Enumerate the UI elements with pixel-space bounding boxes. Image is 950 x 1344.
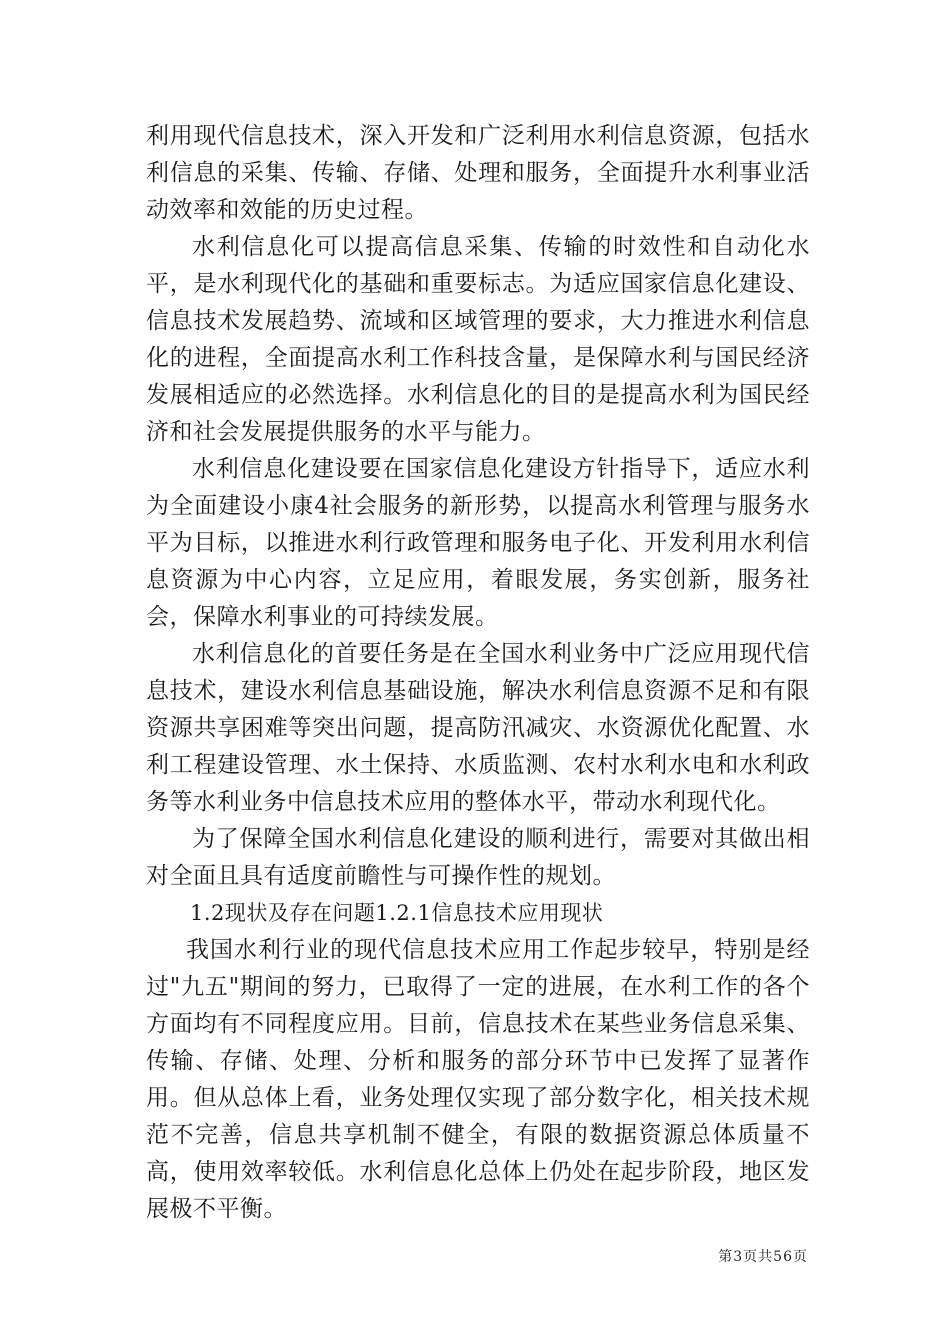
document-body: [146, 118, 810, 1228]
paragraph-5: 为了保障全国水利信息化建设的顺利进行，需要对其做出相对全面且具有适度前瞻性与可操作性的规划。: [146, 826, 810, 889]
paragraph-3: 水利信息化建设要在国家信息化建设方针指导下，适应水利为全面建设小康4社会服务的新形势，以提高水利管理与服务水平为目标，以推进水利行政管理和服务电子化、开发利用水利信息资源为中心内容，立足应用，着眼发展，务实创新，服务社会，保障水利事业的可持续发展。: [146, 456, 810, 630]
page-number: 第3页共56页: [718, 1249, 808, 1265]
paragraph-1: 利用现代信息技术，深入开发和广泛利用水利信息资源，包括水利信息的采集、传输、存储、处理和服务，全面提升水利事业活动效率和效能的历史过程。: [146, 123, 810, 223]
paragraph-2: 水利信息化可以提高信息采集、传输的时效性和自动化水平，是水利现代化的基础和重要标志。为适应国家信息化建设、信息技术发展趋势、流域和区域管理的要求，大力推进水利信息化的进程，全面提高水利工作科技含量，是保障水利与国民经济发展相适应的必然选择。水利信息化的目的是提高水利为国民经济和社会发展提供服务的水平与能力。: [146, 234, 810, 445]
paragraph-4: 水利信息化的首要任务是在全国水利业务中广泛应用现代信息技术，建设水利信息基础设施，解决水利信息资源不足和有限资源共享困难等突出问题，提高防汛减灾、水资源优化配置、水利工程建设管理、水土保持、水质监测、农村水利水电和水利政务等水利业务中信息技术应用的整体水平，带动水利现代化。: [146, 641, 810, 815]
section-heading: 1.2现状及存在问题1.2.1信息技术应用现状: [190, 901, 604, 925]
paragraph-6: 我国水利行业的现代信息技术应用工作起步较早，特别是经过"九五"期间的努力，已取得了一定的进展，在水利工作的各个方面均有不同程度应用。目前，信息技术在某些业务信息采集、传输、存储、处理、分析和服务的部分环节中已发挥了显著作用。但从总体上看，业务处理仅实现了部分数字化，相关技术规范不完善，信息共享机制不健全，有限的数据资源总体质量不高，使用效率较低。水利信息化总体上仍处在起步阶段，地区发展极不平衡。: [146, 937, 810, 1222]
